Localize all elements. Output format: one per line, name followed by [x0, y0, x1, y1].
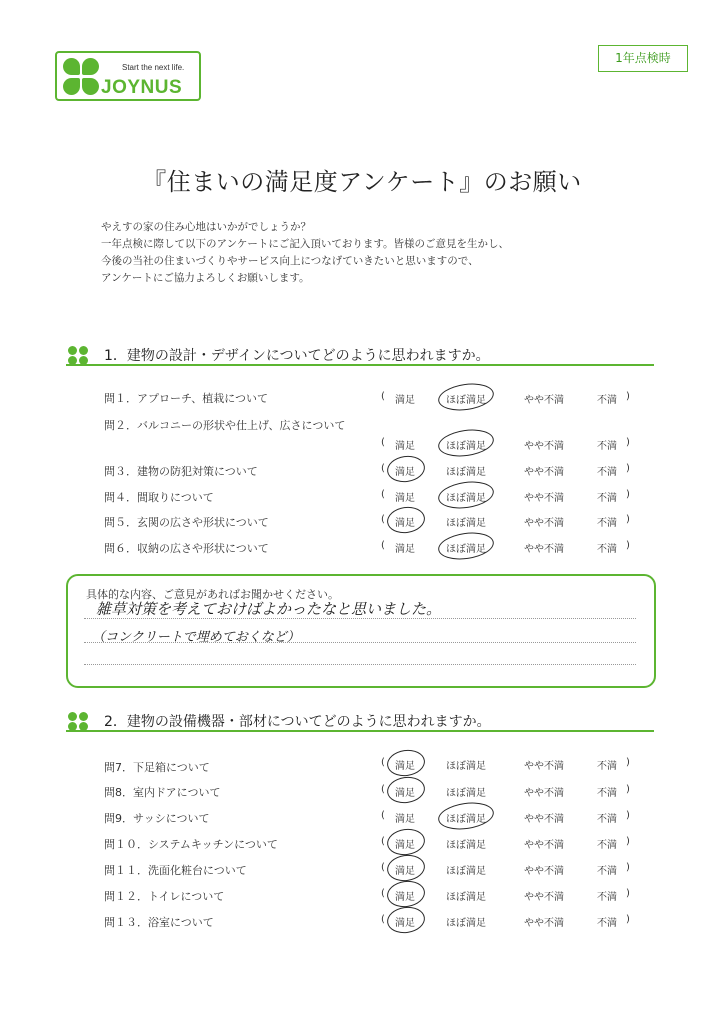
rating-option[interactable]: 満足 — [395, 892, 415, 903]
paren-open: ( — [381, 836, 385, 847]
intro-line: やえすの家の住み心地はいかがでしょうか？ — [101, 221, 311, 233]
paren-close: ) — [626, 391, 630, 402]
paren-open: ( — [381, 463, 385, 474]
intro-line: アンケートにご協力よろしくお願いします。 — [101, 272, 310, 284]
intro-text — [101, 219, 641, 287]
rating-option[interactable]: やや不満 — [524, 441, 564, 452]
rating-option[interactable]: 不満 — [597, 467, 617, 478]
rating-option[interactable]: やや不満 — [524, 395, 564, 406]
paren-close: ) — [626, 784, 630, 795]
selection-circle — [436, 799, 495, 833]
rating-option[interactable]: ほぼ満足 — [446, 467, 486, 478]
selection-circle — [436, 380, 495, 414]
rating-option[interactable]: ほぼ満足 — [446, 788, 486, 799]
paren-close: ) — [626, 437, 630, 448]
rating-option[interactable]: ほぼ満足 — [446, 493, 486, 504]
question-text: 問１３．浴室について — [104, 916, 214, 929]
page-title: 『住まいの満足度アンケート』のお願い — [142, 168, 582, 196]
paren-open: ( — [381, 489, 385, 500]
paren-close: ) — [626, 836, 630, 847]
rating-option[interactable]: 満足 — [395, 761, 415, 772]
rating-option[interactable]: ほぼ満足 — [446, 544, 486, 555]
intro-line: 一年点検に際して以下のアンケートにご記入頂いております。皆様のご意見を生かし、 — [101, 238, 510, 250]
paren-open: ( — [381, 391, 385, 402]
rating-option[interactable]: 不満 — [597, 544, 617, 555]
selection-circle — [385, 878, 426, 909]
rating-option[interactable]: やや不満 — [524, 918, 564, 929]
question-text: 問１２．トイレについて — [104, 890, 225, 903]
rating-option[interactable]: 不満 — [597, 840, 617, 851]
rating-option[interactable]: 不満 — [597, 788, 617, 799]
question-text: 問３．建物の防犯対策について — [104, 465, 258, 478]
question-text: 問４．間取りについて — [104, 491, 214, 504]
intro-line: 今後の当社の住まいづくりやサービス向上につなげていきたいと思いますので、 — [101, 255, 479, 267]
paren-open: ( — [381, 437, 385, 448]
rating-option[interactable]: 不満 — [597, 761, 617, 772]
paren-close: ) — [626, 810, 630, 821]
rating-option[interactable]: やや不満 — [524, 544, 564, 555]
rating-option[interactable]: やや不満 — [524, 866, 564, 877]
rating-option[interactable]: ほぼ満足 — [446, 395, 486, 406]
paren-open: ( — [381, 914, 385, 925]
selection-circle — [385, 904, 426, 935]
paren-open: ( — [381, 757, 385, 768]
section2-heading: 2．建物の設備機器・部材についてどのように思われますか。 — [104, 714, 491, 730]
section-clover-icon — [68, 346, 90, 366]
rating-option[interactable]: 不満 — [597, 395, 617, 406]
rating-option[interactable]: ほぼ満足 — [446, 918, 486, 929]
selection-circle — [385, 826, 426, 857]
rating-option[interactable]: ほぼ満足 — [446, 441, 486, 452]
rating-option[interactable]: 満足 — [395, 866, 415, 877]
rating-option[interactable]: 満足 — [395, 493, 415, 504]
section1-divider — [66, 364, 654, 366]
question-text: 問５．玄関の広さや形状について — [104, 516, 269, 529]
rating-option[interactable]: 満足 — [395, 840, 415, 851]
question-text: 問8．室内ドアについて — [104, 786, 221, 799]
rating-option[interactable]: やや不満 — [524, 788, 564, 799]
rating-option[interactable]: 不満 — [597, 493, 617, 504]
question-text: 問１１．洗面化粧台について — [104, 864, 247, 877]
question-text: 問１０．システムキッチンについて — [104, 838, 278, 851]
rating-option[interactable]: やや不満 — [524, 467, 564, 478]
handwritten-comment: 雑草対策を考えておけばよかったなと思いました。 — [96, 600, 442, 618]
rating-option[interactable]: 満足 — [395, 918, 415, 929]
question-text: 問9．サッシについて — [104, 812, 210, 825]
rating-option[interactable]: ほぼ満足 — [446, 840, 486, 851]
handwritten-comment: （コンクリートで埋めておくなど） — [92, 630, 300, 645]
selection-circle — [385, 774, 426, 805]
company-logo — [55, 51, 201, 101]
paren-close: ) — [626, 514, 630, 525]
paren-close: ) — [626, 914, 630, 925]
paren-close: ) — [626, 757, 630, 768]
selection-circle — [436, 426, 495, 460]
comment-label: 具体的な内容、ご意見があればお聞かせください。 — [86, 588, 339, 601]
paren-open: ( — [381, 888, 385, 899]
rating-option[interactable]: やや不満 — [524, 518, 564, 529]
rating-option[interactable]: やや不満 — [524, 493, 564, 504]
logo-brand: JOYNUS — [101, 77, 183, 98]
paren-close: ) — [626, 463, 630, 474]
question-text: 問２．バルコニーの形状や仕上げ、広さについて — [104, 419, 346, 432]
rating-option[interactable]: 満足 — [395, 788, 415, 799]
rating-option[interactable]: 満足 — [395, 814, 415, 825]
question-text: 問7．下足箱について — [104, 761, 210, 774]
selection-circle — [385, 852, 426, 883]
paren-close: ) — [626, 489, 630, 500]
rating-option[interactable]: ほぼ満足 — [446, 518, 486, 529]
paren-open: ( — [381, 862, 385, 873]
comment-line — [84, 664, 636, 665]
paren-open: ( — [381, 784, 385, 795]
logo-tagline: Start the next life. — [122, 63, 185, 72]
rating-option[interactable]: 満足 — [395, 395, 415, 406]
rating-option[interactable]: 満足 — [395, 467, 415, 478]
rating-option[interactable]: 満足 — [395, 544, 415, 555]
selection-circle — [385, 747, 426, 778]
rating-option[interactable]: やや不満 — [524, 892, 564, 903]
selection-circle — [385, 453, 426, 484]
rating-option[interactable]: ほぼ満足 — [446, 866, 486, 877]
paren-open: ( — [381, 810, 385, 821]
selection-circle — [436, 478, 495, 512]
rating-option[interactable]: 不満 — [597, 892, 617, 903]
paren-close: ) — [626, 862, 630, 873]
selection-circle — [385, 504, 426, 535]
rating-option[interactable]: 不満 — [597, 814, 617, 825]
rating-option[interactable]: やや不満 — [524, 814, 564, 825]
rating-option[interactable]: 不満 — [597, 918, 617, 929]
rating-option[interactable]: 満足 — [395, 441, 415, 452]
selection-circle — [436, 529, 495, 563]
paren-open: ( — [381, 514, 385, 525]
rating-option[interactable]: やや不満 — [524, 761, 564, 772]
section2-divider — [66, 730, 654, 732]
paren-open: ( — [381, 540, 385, 551]
inspection-badge: 1年点検時 — [598, 45, 688, 72]
rating-option[interactable]: 不満 — [597, 518, 617, 529]
rating-option[interactable]: ほぼ満足 — [446, 814, 486, 825]
clover-icon — [63, 58, 99, 96]
question-text: 問６．収納の広さや形状について — [104, 542, 269, 555]
section-clover-icon — [68, 712, 90, 732]
rating-option[interactable]: 満足 — [395, 518, 415, 529]
paren-close: ) — [626, 540, 630, 551]
rating-option[interactable]: やや不満 — [524, 840, 564, 851]
rating-option[interactable]: ほぼ満足 — [446, 892, 486, 903]
paren-close: ) — [626, 888, 630, 899]
question-text: 問１．アプローチ、植栽について — [104, 392, 269, 405]
section1-heading: 1．建物の設計・デザインについてどのように思われますか。 — [104, 348, 490, 364]
rating-option[interactable]: 不満 — [597, 866, 617, 877]
rating-option[interactable]: ほぼ満足 — [446, 761, 486, 772]
rating-option[interactable]: 不満 — [597, 441, 617, 452]
